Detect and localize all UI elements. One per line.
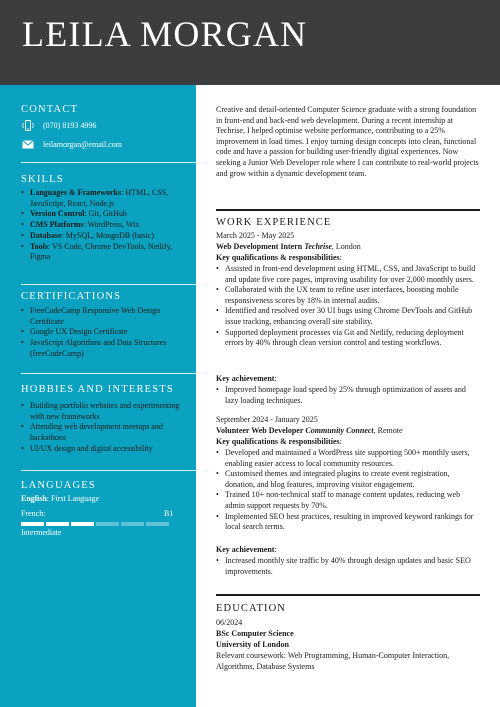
- education-date: 06/2024: [216, 618, 243, 627]
- skill-item: • Languages & Frameworks: HTML, CSS, JavaScript, React, Node.js: [21, 188, 191, 209]
- header-banner: [0, 0, 500, 85]
- section-rule: [216, 594, 480, 596]
- hobbies-list: [21, 401, 191, 455]
- proficiency-segment: [146, 522, 169, 526]
- degree-name: BSc Computer Science: [216, 629, 294, 638]
- certification-item: • Google UX Design Certificate: [21, 327, 191, 338]
- skill-item: • CMS Platforms: WordPress, Wix: [21, 220, 191, 231]
- proficiency-segment: [96, 522, 119, 526]
- responsibility-item: • Supported deployment processes via Git and Netlify, reducing deployment errors by 40% through clean version control and testing workflows.: [216, 328, 480, 349]
- responsibility-list: [216, 264, 480, 349]
- candidate-name: LEILA MORGAN: [22, 14, 308, 54]
- phone-icon: [21, 120, 35, 131]
- skills-list: [21, 188, 191, 263]
- languages-title: LANGUAGES: [21, 480, 96, 491]
- section-rule: [216, 209, 480, 211]
- achievement-item: • Improved homepage load speed by 25% through optimization of assets and lazy loading techniques.: [216, 385, 480, 406]
- responsibility-item: • Implemented SEO best practices, resulting in improved keyword rankings for local search terms.: [216, 512, 480, 533]
- email-row: [21, 139, 122, 150]
- certification-item: • JavaScript Algorithms and Data Structures (freeCodeCamp): [21, 338, 191, 359]
- hobbies-title: HOBBIES AND INTERESTS: [21, 384, 174, 395]
- education-title: EDUCATION: [216, 603, 286, 614]
- certifications-title: CERTIFICATIONS: [21, 291, 122, 302]
- french-level: B1: [164, 509, 174, 518]
- french-description: Intermediate: [21, 528, 62, 537]
- proficiency-segment: [121, 522, 144, 526]
- experience-title: WORK EXPERIENCE: [216, 217, 332, 228]
- contact-title: CONTACT: [21, 104, 79, 115]
- responsibility-list: [216, 448, 480, 533]
- coursework: Relevant coursework: Web Programming, Human-Computer Interaction, Algorithms, Database Systems: [216, 651, 450, 671]
- certification-item: • FreeCodeCamp Responsive Web Design Certificate: [21, 306, 191, 327]
- certifications-list: [21, 306, 191, 360]
- divider: [21, 162, 196, 163]
- hobby-item: • Attending web development meetups and hackathons: [21, 422, 191, 443]
- proficiency-segment: [71, 522, 94, 526]
- responsibility-item: • Customised themes and integrated plugins to create event registration, donation, and blog features, improving visitor engagement.: [216, 469, 480, 490]
- phone-row: [21, 120, 96, 131]
- english-line: English: First Language: [21, 494, 100, 503]
- proficiency-segment: [46, 522, 69, 526]
- qualifications-label: Key qualifications & responsibilities:: [216, 253, 342, 262]
- hobby-item: • UI/UX design and digital accessibility: [21, 444, 191, 455]
- divider: [21, 373, 196, 374]
- hobby-item: • Building portfolio websites and experimenting with new frameworks: [21, 401, 191, 422]
- responsibility-item: • Assisted in front-end development using HTML, CSS, and JavaScript to build and update five core pages, improving usability for over 2,000 monthly users.: [216, 264, 480, 285]
- job-heading: Web Development Intern Techrise, London: [216, 242, 361, 251]
- school-name: University of London: [216, 640, 289, 649]
- responsibility-item: • Collaborated with the UX team to refine user interfaces, boosting mobile responsiveness scores by 18% in internal audits.: [216, 285, 480, 306]
- proficiency-segment: [21, 522, 44, 526]
- skills-title: SKILLS: [21, 174, 64, 185]
- french-label: French:: [21, 509, 46, 518]
- skill-item: • Version Control: Git, GitHub: [21, 209, 191, 220]
- envelope-icon: [21, 139, 35, 150]
- responsibility-item: • Identified and resolved over 30 UI bugs using Chrome DevTools and GitHub issue tracking, enhancing overall site stability.: [216, 306, 480, 327]
- french-proficiency-bar: [21, 522, 169, 526]
- responsibility-item: • Developed and maintained a WordPress site supporting 500+ monthly users, enabling easier access to local community resources.: [216, 448, 480, 469]
- responsibility-item: • Trained 10+ non-technical staff to manage content updates, reducing web admin support requests by 70%.: [216, 490, 480, 511]
- divider: [21, 284, 196, 285]
- summary-text: Creative and detail-oriented Computer Science graduate with a strong foundation in front-end and back-end web development. During a recent internship at Techrise, I helped optimise website performance, contributing to a 25% improvement in load times. I enjoy turning design concepts into clean, functional code and have a passion for building user-friendly digital experiences. Now seeking a Junior Web Developer role where I can contribute to real-world projects and grow within a dynamic development team.: [216, 105, 479, 178]
- email-link[interactable]: leilamorgan@email.com: [43, 140, 122, 149]
- job-dates: March 2025 - May 2025: [216, 231, 295, 240]
- achievement-list: [216, 385, 480, 406]
- achievement-list: [216, 556, 480, 577]
- achievement-item: • Increased monthly site traffic by 40% through design updates and basic SEO improvements.: [216, 556, 480, 577]
- achievement-label: Key achievement:: [216, 374, 277, 383]
- job-heading: Volunteer Web Developer Community Connect, Remote: [216, 426, 403, 435]
- job-dates: September 2024 - January 2025: [216, 415, 318, 424]
- achievement-label: Key achievement:: [216, 545, 277, 554]
- skill-item: • Database: MySQL, MongoDB (basic): [21, 231, 191, 242]
- skill-item: • Tools: VS Code, Chrome DevTools, Netlify, Figma: [21, 242, 191, 263]
- divider: [21, 470, 196, 471]
- phone-number: (070) 8193 4996: [43, 121, 97, 130]
- qualifications-label: Key qualifications & responsibilities:: [216, 437, 342, 446]
